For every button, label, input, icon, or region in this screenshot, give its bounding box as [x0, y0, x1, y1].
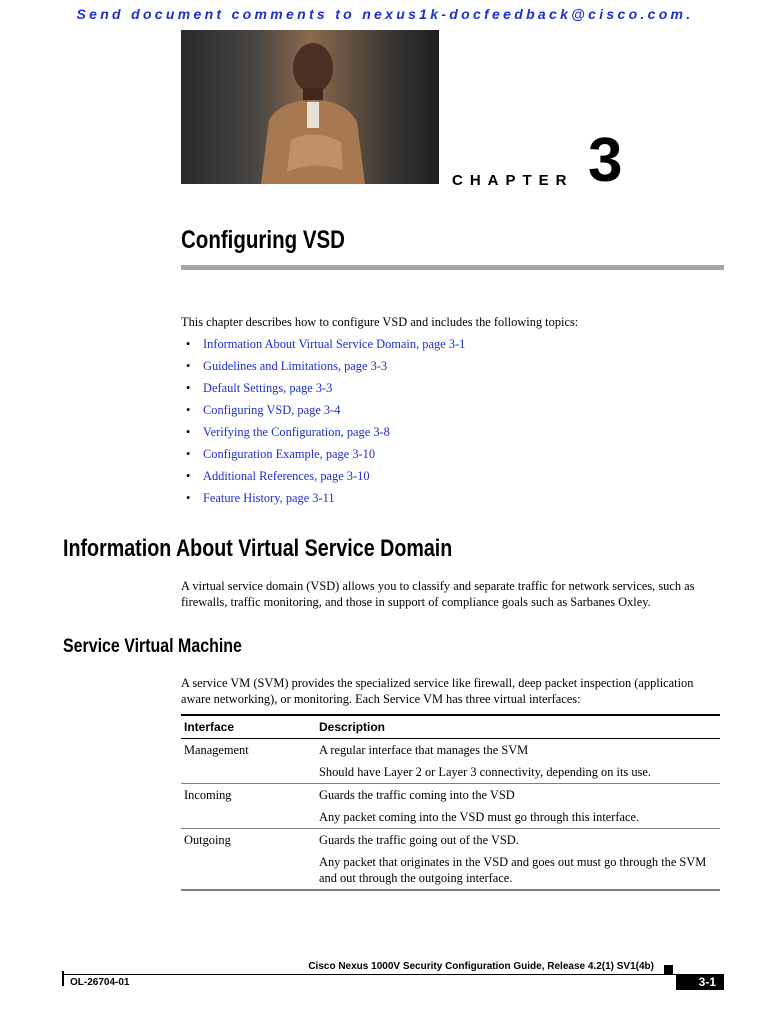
description-line: Any packet that originates in the VSD and goes out must go through the SVM and out through the outgoing interface. — [319, 855, 707, 885]
subsection-heading: Service Virtual Machine — [63, 636, 242, 657]
topic-link[interactable]: Configuration Example, page 3-10 — [203, 447, 376, 461]
footer-tick — [62, 971, 64, 986]
topic-item[interactable] — [186, 380, 465, 402]
bullet: • — [186, 447, 191, 461]
topic-item[interactable] — [186, 336, 465, 358]
description-line: Any packet coming into the VSD must go through this interface. — [319, 810, 640, 824]
subsection-paragraph: A service VM (SVM) provides the specialized service like firewall, deep packet inspection (application aware networking), or monitoring. Each Service VM has three virtual interfaces: — [181, 676, 694, 706]
interface-cell: Management — [181, 739, 316, 784]
table-row — [181, 739, 720, 784]
description-cell — [316, 829, 720, 891]
footer-marker — [664, 965, 673, 974]
topic-link[interactable]: Information About Virtual Service Domain, page 3-1 — [203, 337, 466, 351]
topic-link[interactable]: Feature History, page 3-11 — [203, 491, 335, 505]
topic-link[interactable]: Verifying the Configuration, page 3-8 — [203, 425, 390, 439]
topic-item[interactable] — [186, 446, 465, 468]
column-header-interface: Interface — [181, 715, 316, 739]
column-header-description: Description — [316, 715, 720, 739]
person-illustration — [251, 30, 371, 184]
topic-item[interactable] — [186, 490, 465, 512]
description-line: Should have Layer 2 or Layer 3 connectivity, depending on its use. — [319, 765, 651, 779]
topic-item[interactable] — [186, 358, 465, 380]
chapter-title: Configuring VSD — [181, 226, 345, 254]
bullet: • — [186, 403, 191, 417]
chapter-intro: This chapter describes how to configure VSD and includes the following topics: — [181, 315, 579, 329]
footer-guide-title: Cisco Nexus 1000V Security Configuration Guide, Release 4.2(1) SV1(4b) — [308, 961, 654, 972]
description-line: Guards the traffic coming into the VSD — [319, 788, 515, 802]
interface-cell: Outgoing — [181, 829, 316, 891]
description-cell — [316, 739, 720, 784]
topic-link[interactable]: Configuring VSD, page 3-4 — [203, 403, 341, 417]
topic-link[interactable]: Default Settings, page 3-3 — [203, 381, 333, 395]
description-line: A regular interface that manages the SVM — [319, 743, 529, 757]
bullet: • — [186, 469, 191, 483]
bullet: • — [186, 359, 191, 373]
page-number: 3-1 — [676, 974, 724, 990]
table-header-row — [181, 715, 720, 739]
interface-table — [181, 714, 720, 891]
description-cell — [316, 784, 720, 829]
description-line: Guards the traffic going out of the VSD. — [319, 833, 519, 847]
chapter-photo — [181, 30, 439, 184]
topic-item[interactable] — [186, 402, 465, 424]
title-rule — [181, 265, 724, 270]
bullet: • — [186, 337, 191, 351]
chapter-number: 3 — [588, 126, 623, 195]
topic-item[interactable] — [186, 424, 465, 446]
table-row — [181, 829, 720, 891]
section-paragraph: A virtual service domain (VSD) allows you to classify and separate traffic for network services, such as firewalls, traffic monitoring, and those in support of compliance goals such as Sarbanes Oxley. — [181, 579, 695, 609]
bullet: • — [186, 381, 191, 395]
topic-list — [186, 336, 465, 512]
feedback-banner[interactable]: Send document comments to nexus1k-docfeedback@cisco.com. — [76, 6, 694, 22]
topic-link[interactable]: Additional References, page 3-10 — [203, 469, 370, 483]
footer-doc-number: OL-26704-01 — [70, 977, 130, 988]
table-row — [181, 784, 720, 829]
chapter-label: CHAPTER — [452, 172, 574, 189]
bullet: • — [186, 425, 191, 439]
topic-item[interactable] — [186, 468, 465, 490]
footer-rule — [62, 974, 724, 975]
bullet: • — [186, 491, 191, 505]
interface-cell: Incoming — [181, 784, 316, 829]
topic-link[interactable]: Guidelines and Limitations, page 3-3 — [203, 359, 388, 373]
section-heading: Information About Virtual Service Domain — [63, 535, 453, 562]
